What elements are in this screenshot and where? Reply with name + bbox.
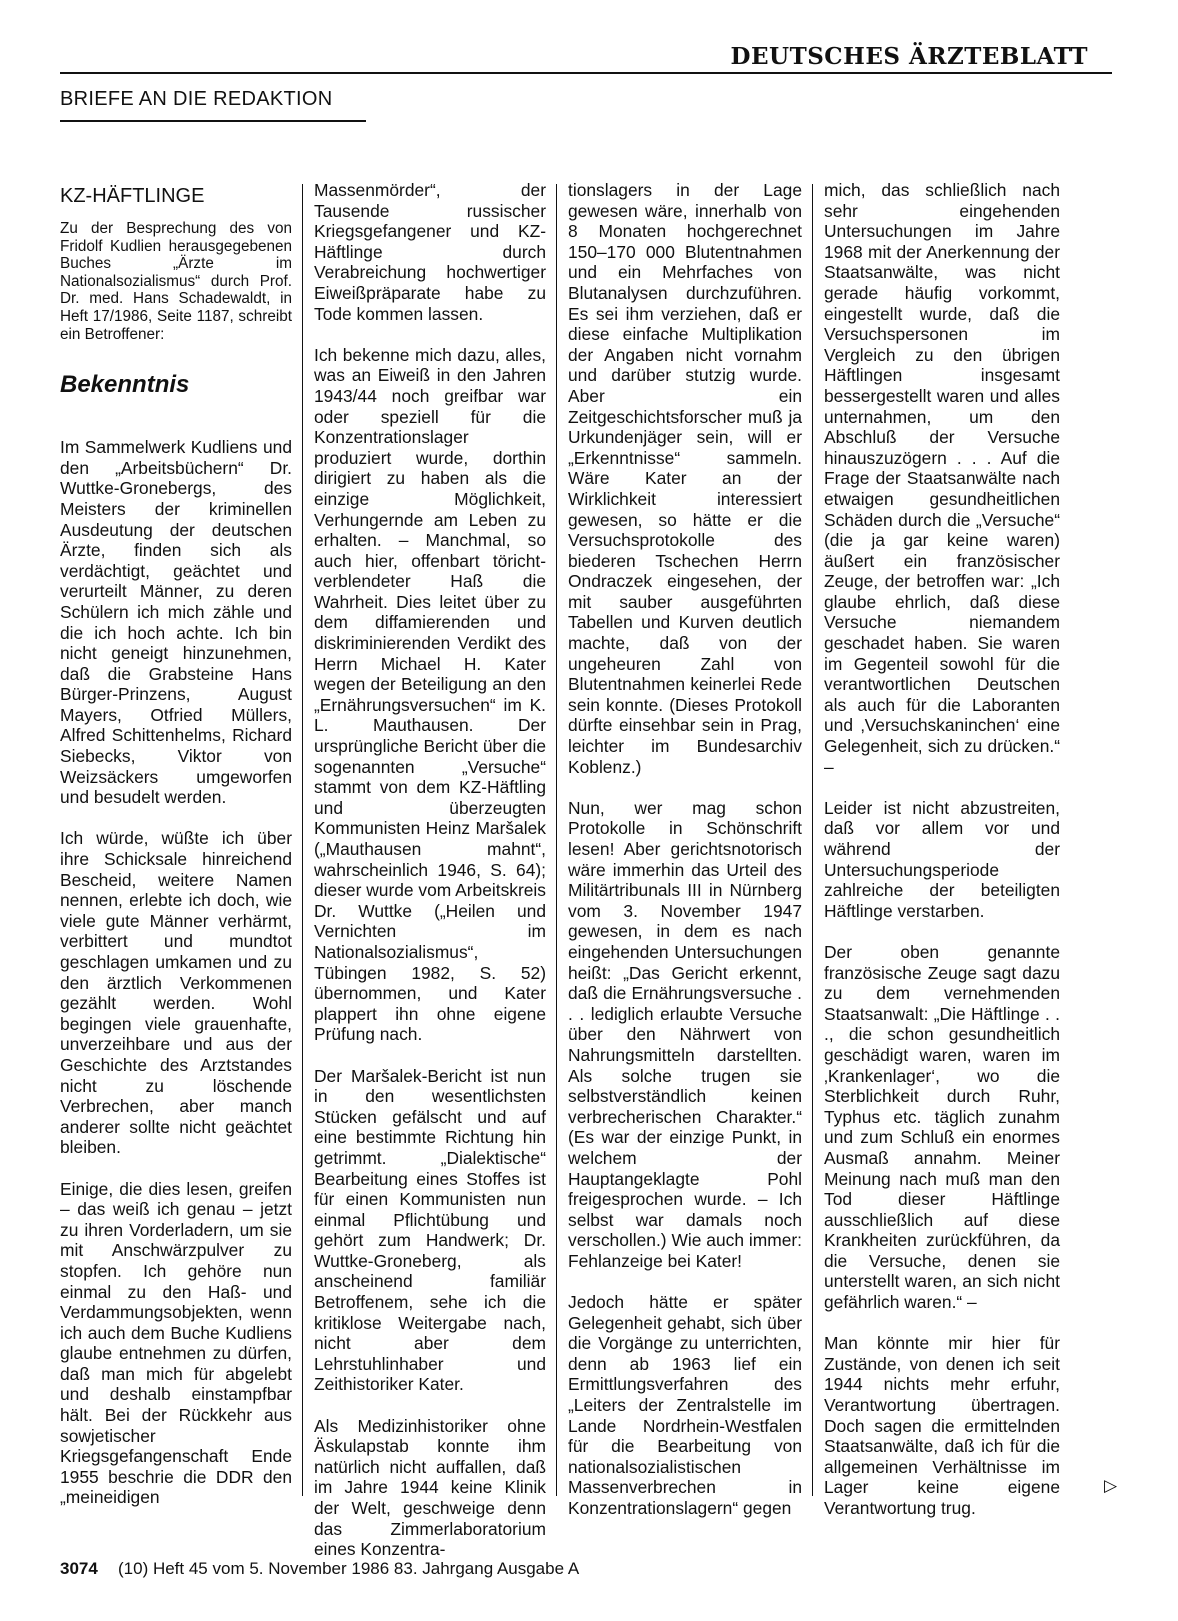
article-intro: Zu der Besprechung des von Fridolf Kudlien herausgegebenen Buches „Ärzte im Nationalsozialismus“ durch Prof. Dr. med. Hans Schadewaldt, in Heft 17/1986, Seite 1187, schreibt ein Betroffener: — [60, 220, 292, 343]
masthead — [60, 43, 1112, 74]
topic-heading: KZ-HÄFTLINGE — [60, 185, 205, 207]
paragraph: mich, das schließlich nach sehr eingehenden Untersuchungen im Jahre 1968 mit der Anerkennung der Staatsanwälte, was nicht gerade häufig vorkommt, eingestellt wurde, daß die Versuchspersonen im Vergleich zu den übrigen Häftlingen insgesamt bessergestellt waren und alles unternahmen, um den Abschluß der Versuche hinauszuzögern . . . Auf die Frage der Staatsanwälte nach etwaigen gesundheitlichen Schäden durch die „Versuche“ (die ja gar keine waren) äußert ein französischer Zeuge, der betroffen war: „Ich glaube ehrlich, daß diese Versuche niemandem geschadet haben. Sie waren im Gegenteil sowohl für die verantwortlichen Deutschen als auch für die Laboranten und ‚Versuchskaninchen‘ eine Gelegenheit, sich zu drücken.“ – — [824, 180, 1060, 777]
paragraph: Als Medizinhistoriker ohne Äskulapstab konnte ihm natürlich nicht auffallen, daß im Jahre 1944 keine Klinik der Welt, geschweige denn das Zimmerlaboratorium eines Konzentra- — [314, 1415, 546, 1560]
paragraph: Massenmörder“, der Tausende russischer Kriegsgefangener und KZ-Häftlinge durch Verabreichung hochwertiger Eiweißpräparate habe zu Tode kommen lassen. — [314, 180, 546, 324]
masthead-title: DEUTSCHES ÄRZTEBLATT — [730, 43, 1088, 70]
paragraph: Jedoch hätte er später Gelegenheit gehabt, sich über die Vorgänge zu unterrichten, denn ab 1963 lief ein Ermittlungsverfahren des „Leiters der Zentralstelle im Lande Nordrhein-Westfalen für die Bearbeitung von nationalsozialistischen Massenverbrechen in Konzentrationslagern“ gegen — [568, 1292, 802, 1518]
article-column-1 — [60, 180, 292, 1508]
paragraph: Der Maršalek-Bericht ist nun in den wesentlichsten Stücken gefälscht und auf eine bestimmte Richtung hin getrimmt. „Dialektische“ Bearbeitung eines Stoffes ist für einen Kommunisten nun einmal Pflichtübung und gehört zum Handwerk; Dr. Wuttke-Groneberg, als anscheinend familiär Betroffenem, sehe ich die kritiklose Weitergabe nach, nicht aber dem Lehrstuhlinhaber und Zeithistoriker Kater. — [314, 1065, 546, 1395]
paragraph: Ich bekenne mich dazu, alles, was an Eiweiß in den Jahren 1943/44 noch greifbar war oder speziell für die Konzentrationslager produziert wurde, dorthin dirigiert zu haben als die einzige Möglichkeit, Verhungernde am Leben zu erhalten. – Manchmal, so auch hier, offenbart töricht-verblendeter Haß die Wahrheit. Dies leitet über zu dem diffamierenden und diskriminierenden Verdikt des Herrn Michael H. Kater wegen der Beteiligung an den „Ernährungsversuchen“ im K. L. Mauthausen. Der ursprüngliche Bericht über die sogenannten „Versuche“ stammt von dem KZ-Häftling und überzeugten Kommunisten Heinz Maršalek („Mauthausen mahnt“, wahrscheinlich 1946, S. 64); dieser wurde vom Arbeitskreis Dr. Wuttke („Heilen und Vernichten im Nationalsozialismus“, Tübingen 1982, S. 52) übernommen, und Kater plappert ihn ohne eigene Prüfung nach. — [314, 344, 546, 1045]
triangle-right-icon: ▷ — [1104, 1476, 1118, 1496]
paragraph: Der oben genannte französische Zeuge sagt dazu zu dem vernehmenden Staatsanwalt: „Die Häftlinge . . ., die schon gesundheitlich geschädigt waren, waren im ‚Krankenlager‘, wo die Sterblichkeit durch Ruhr, Typhus etc. täglich zunahm und zum Schluß ein enormes Ausmaß annahm. Meiner Meinung nach muß man den Tod dieser Häftlinge ausschließlich auf diese Krankheiten zurückführen, da die Versuche, denen sie unterstellt waren, an sich nicht gefährlich waren.“ – — [824, 941, 1060, 1313]
article-column-4 — [824, 180, 1060, 1519]
article-column-3 — [568, 180, 802, 1519]
paragraph: Nun, wer mag schon Protokolle in Schönschrift lesen! Aber gerichtsnotorisch wäre immerhin das Urteil des Militärtribunals III in Nürnberg vom 3. November 1947 gewesen, in dem es nach eingehenden Untersuchungen heißt: „Das Gericht erkennt, daß die Ernährungsversuche . . . lediglich erlaubte Versuche über den Nährwert von Nahrungsmitteln darstellten. Als solche trugen sie selbstverständlich keinen verbrecherischen Charakter.“ (Es war der einzige Punkt, in welchem der Hauptangeklagte Pohl freigesprochen wurde. – Ich selbst war damals noch verschollen.) Wie auch immer: Fehlanzeige bei Kater! — [568, 797, 802, 1271]
column-rule-2 — [556, 184, 557, 1496]
article-headline: Bekenntnis — [60, 371, 190, 399]
paragraph: Leider ist nicht abzustreiten, daß vor allem vor und während der Untersuchungsperiode zahlreiche der beteiligten Häftlinge verstarben. — [824, 797, 1060, 921]
paragraph: tionslagers in der Lage gewesen wäre, innerhalb von 8 Monaten hochgerechnet 150–170 000 Blutentnahmen und ein Mehrfaches von Blutanalysen durchzuführen. Es sei ihm verziehen, daß er diese einfache Multiplikation der Angaben nicht vornahm und darüber stutzig wurde. Aber ein Zeitgeschichtsforscher muß ja Urkundenjäger sein, will er „Erkenntnisse“ sammeln. Wäre Kater an der Wirklichkeit interessiert gewesen, so hätte er die Versuchsprotokolle des biederen Tschechen Herrn Ondraczek eingesehen, der mit sauber ausgeführten Tabellen und Kurven deutlich machte, daß von der ungeheuren Zahl von Blutentnahmen keinerlei Rede sein konnte. (Dieses Protokoll dürfte einsehbar sein in Prag, leichter im Bundesarchiv Koblenz.) — [568, 180, 802, 777]
column-rule-3 — [812, 184, 813, 1496]
paragraph: Im Sammelwerk Kudliens und den „Arbeitsbüchern“ Dr. Wuttke-Gronebergs, des Meisters der kriminellen Ausdeutung der deutschen Ärzte, finden sich als verdächtigt, geächtet und verurteilt Männer, zu deren Schülern ich mich zähle und die ich hoch achte. Ich bin nicht geneigt hinzunehmen, daß die Grabsteine Hans Bürger-Prinzens, August Mayers, Otfried Müllers, Alfred Schittenhelms, Richard Siebecks, Viktor von Weizsäckers umgeworfen und besudelt werden. — [60, 437, 292, 808]
article-column-2 — [314, 180, 546, 1560]
section-rule — [60, 120, 366, 122]
paragraph: Ich würde, wüßte ich über ihre Schicksale hinreichend Bescheid, weitere Namen nennen, erlebte ich doch, wie viele gute Männer verhärmt, verbittert und mundtot geschlagen umkamen und zu den ärztlich Verkommenen gezählt werden. Wohl begingen viele grauenhafte, unverzeihbare und aus der Geschichte des Arztstandes nicht zu löschende Verbrechen, aber manch anderer sollte nicht geächtet bleiben. — [60, 828, 292, 1158]
paragraph: Man könnte mir hier für Zustände, von denen ich seit 1944 nichts mehr erfuhr, Verantwortung übertragen. Doch sagen die ermittelnden Staatsanwälte, daß ich für die allgemeinen Verhältnisse im Lager keine eigene Verantwortung trug. — [824, 1333, 1060, 1518]
paragraph: Einige, die dies lesen, greifen – das weiß ich genau – jetzt zu ihren Vorderladern, um sie mit Anschwärzpulver zu stopfen. Ich gehöre nun einmal zu den Haß- und Verdammungsobjekten, wenn ich auch dem Buche Kudliens glaube entnehmen zu dürfen, daß man mich für abgelebt und deshalb einstampfbar hält. Bei der Rückkehr aus sowjetischer Kriegsgefangenschaft Ende 1955 beschrie die DDR den „meineidigen — [60, 1178, 292, 1508]
issue-info: (10) Heft 45 vom 5. November 1986 83. Jahrgang Ausgabe A — [118, 1559, 580, 1578]
section-label: BRIEFE AN DIE REDAKTION — [60, 88, 333, 110]
page-number: 3074 — [60, 1559, 98, 1578]
column-rule-1 — [302, 184, 303, 1496]
